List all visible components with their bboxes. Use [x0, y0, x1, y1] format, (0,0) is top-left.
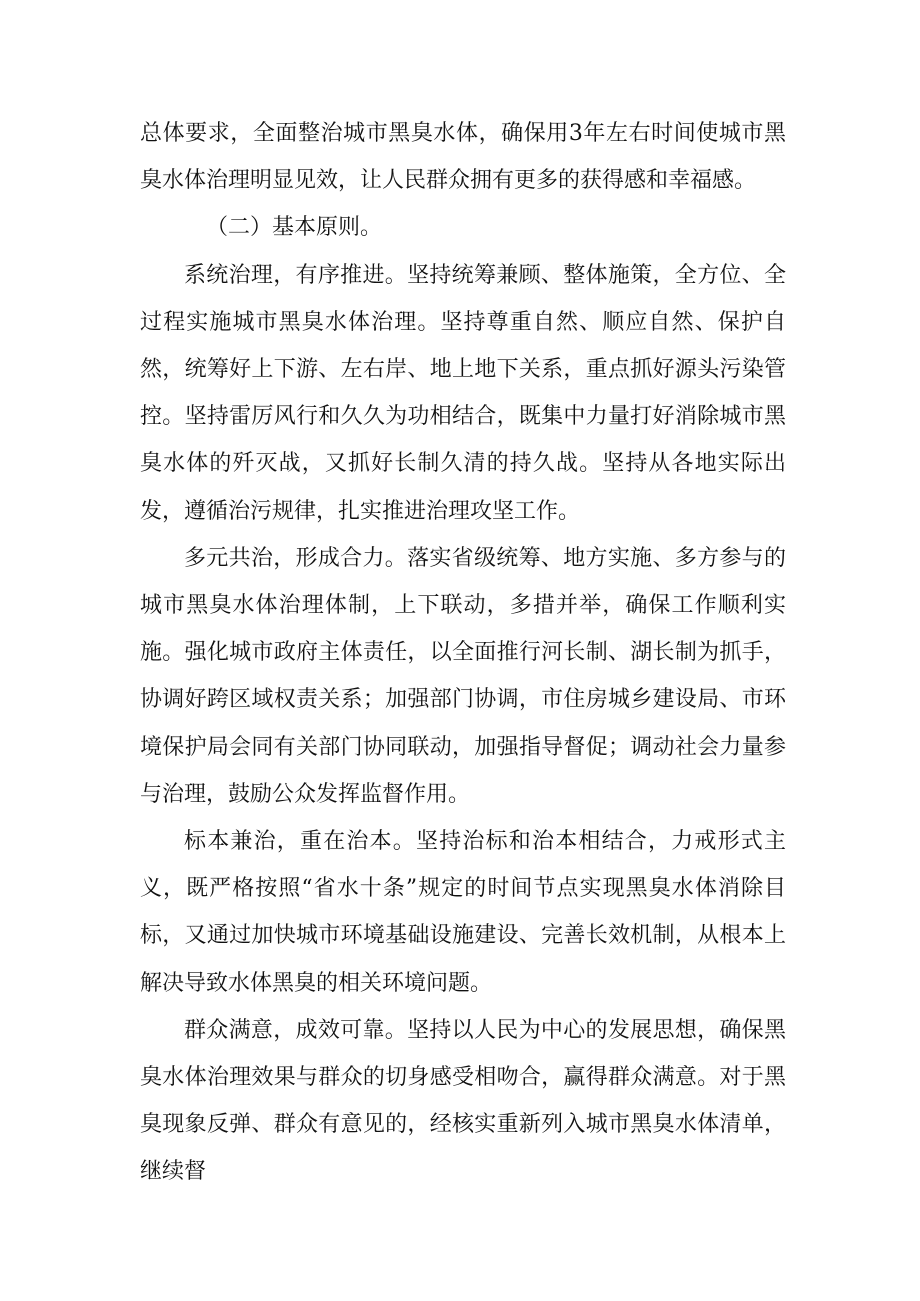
paragraph-systematic-governance: 系统治理，有序推进。坚持统筹兼顾、整体施策，全方位、全过程实施城市黑臭水体治理。坚持尊重自然、顺应自然、保护自然，统筹好上下游、左右岸、地上地下关系，重点抓好源头污染管控。坚持雷厉风行和久久为功相结合，既集中力量打好消除城市黑臭水体的歼灭战，又抓好长制久清的持久战。坚持从各地实际出发，遵循治污规律，扎实推进治理攻坚工作。: [140, 262, 786, 524]
paragraph-continuation: 总体要求，全面整治城市黑臭水体，确保用3年左右时间使城市黑臭水体治理明显见效，让人民群众拥有更多的获得感和幸福感。: [140, 121, 786, 194]
paragraph-public-satisfaction: 群众满意，成效可靠。坚持以人民为中心的发展思想，确保黑臭水体治理效果与群众的切身感受相吻合，赢得群众满意。对于黑臭现象反弹、群众有意见的，经核实重新列入城市黑臭水体清单，继续督: [140, 1017, 786, 1185]
paragraph-joint-governance: 多元共治，形成合力。落实省级统筹、地方实施、多方参与的城市黑臭水体治理体制，上下联动，多措并举，确保工作顺利实施。强化城市政府主体责任，以全面推行河长制、湖长制为抓手，协调好跨区域权责关系；加强部门协调，市住房城乡建设局、市环境保护局会同有关部门协同联动，加强指导督促；调动社会力量参与治理，鼓励公众发挥监督作用。: [140, 545, 786, 807]
paragraph-root-causes: 标本兼治，重在治本。坚持治标和治本相结合，力戒形式主义，既严格按照“省水十条”规定的时间节点实现黑臭水体消除目标，又通过加快城市环境基础设施建设、完善长效机制，从根本上解决导致水体黑臭的相关环境问题。: [140, 829, 786, 996]
document-body: [140, 110, 786, 1196]
section-heading: （二）基本原则。: [206, 215, 383, 241]
